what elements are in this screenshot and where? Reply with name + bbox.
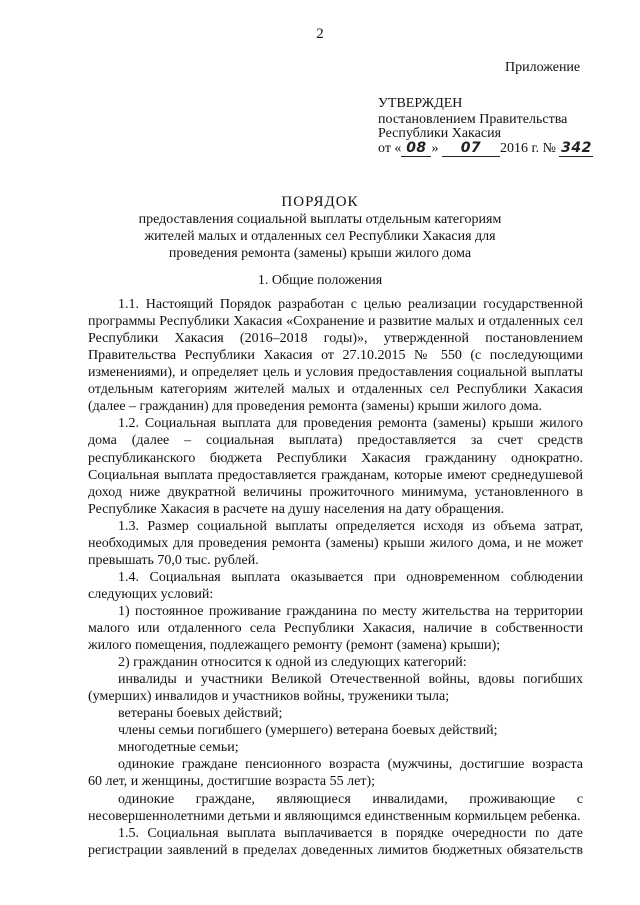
body-line: инвалиды и участники Великой Отечественной войны, вдовы погибших bbox=[118, 672, 583, 688]
body-line: дома (далее – социальная выплата) предоставляется за счет средств bbox=[88, 433, 583, 449]
subtitle-line-3: проведения ремонта (замены) крыши жилого дома bbox=[168, 246, 472, 261]
body-line: жилого помещения, подлежащего ремонту (ремонт (замена) крыши); bbox=[88, 638, 501, 653]
document-title: ПОРЯДОК bbox=[281, 194, 359, 210]
appendix-label: Приложение bbox=[505, 60, 581, 75]
body-line: отдельным категориям жителей малых и отдаленных сел Республики Хакасия bbox=[88, 382, 583, 398]
body-line: (далее – гражданин) для проведения ремонта (замены) крыши жилого дома. bbox=[88, 399, 542, 415]
body-line: 60 лет, и женщины, достигшие возраста 55 лет); bbox=[88, 774, 375, 790]
body-line: необходимых для проведения ремонта (замены) крыши жилого дома, и не может bbox=[88, 535, 583, 551]
section-heading: 1. Общие положения bbox=[257, 273, 383, 288]
body-line: Республике Хакасия в расчете на душу населения на дату обращения. bbox=[88, 501, 505, 517]
date-day: 08 bbox=[401, 140, 431, 157]
approved-by-line-1: постановлением Правительства bbox=[378, 112, 568, 127]
subtitle-line-2: жителей малых и отдаленных сел Республики Хакасия для bbox=[144, 229, 496, 244]
approved-by-line-2: Республики Хакасия bbox=[378, 126, 502, 141]
subtitle-line-1: предоставления социальной выплаты отдельным категориям bbox=[138, 212, 502, 227]
body-line: программы Республики Хакасия «Сохранение и развитие малых и отдаленных сел bbox=[88, 314, 583, 330]
body-line: регистрации заявлений в пределах доведенных лимитов бюджетных обязательств bbox=[88, 842, 583, 858]
body-line: многодетные семьи; bbox=[118, 740, 239, 756]
body-line: несовершеннолетними детьми и являющимся единственным кормильцем ребенка. bbox=[88, 808, 581, 824]
date-mid: » bbox=[431, 141, 439, 156]
body-line: республиканского бюджета Республики Хакасия гражданину однократно. bbox=[88, 450, 583, 466]
body-line: 2) гражданин относится к одной из следующих категорий: bbox=[118, 655, 467, 670]
body-line: следующих условий: bbox=[88, 586, 214, 602]
body-line: изменениями), и определяет цель и условия предоставления социальной выплаты bbox=[88, 365, 583, 381]
body-line: 1.2. Социальная выплата для проведения ремонта (замены) крыши жилого bbox=[118, 416, 583, 432]
body-line: Правительства Республики Хакасия от 27.10.2015 № 550 (с последующими bbox=[88, 348, 583, 364]
body-line: одинокие граждане, являющиеся инвалидами, проживающие с bbox=[118, 791, 583, 807]
body-line: ветераны боевых действий; bbox=[118, 706, 283, 722]
body-line: доход ниже двукратной величины прожиточного минимума, установленного в bbox=[88, 484, 583, 500]
body-line: одинокие граждане пенсионного возраста (мужчины, достигшие возраста bbox=[118, 757, 583, 773]
body-line: 1.3. Размер социальной выплаты определяется исходя из объема затрат, bbox=[118, 518, 583, 534]
body-line: 1.4. Социальная выплата оказывается при одновременном соблюдении bbox=[118, 569, 583, 585]
date-prefix: от « bbox=[378, 141, 402, 156]
document-number: 342 bbox=[561, 140, 592, 156]
approval-date-line bbox=[378, 140, 593, 157]
date-month: 07 bbox=[442, 140, 500, 157]
body-line: малого или отдаленного села Республики Хакасия, наличие в собственности bbox=[88, 621, 583, 636]
body-line: 1) постоянное проживание гражданина по месту жительства на территории bbox=[118, 603, 583, 619]
body-line: Социальная выплата предоставляется гражданам, которые имеют среднедушевой bbox=[88, 467, 583, 483]
body-line: Республики Хакасия (2016–2018 годы)», утвержденной постановлением bbox=[88, 331, 583, 347]
body-line: члены семьи погибшего (умершего) ветерана боевых действий; bbox=[118, 723, 498, 739]
page-number: 2 bbox=[316, 26, 324, 42]
approved-label: УТВЕРЖДЕН bbox=[378, 96, 463, 111]
date-year: 2016 г. № bbox=[499, 141, 556, 156]
body-line: 1.1. Настоящий Порядок разработан с целью реализации государственной bbox=[118, 297, 583, 312]
body-line: превышать 70,0 тыс. рублей. bbox=[88, 552, 259, 568]
body-line: (умерших) инвалидов и участников войны, труженики тыла; bbox=[88, 689, 450, 705]
body-line: 1.5. Социальная выплата выплачивается в порядке очередности по дате bbox=[118, 825, 583, 841]
